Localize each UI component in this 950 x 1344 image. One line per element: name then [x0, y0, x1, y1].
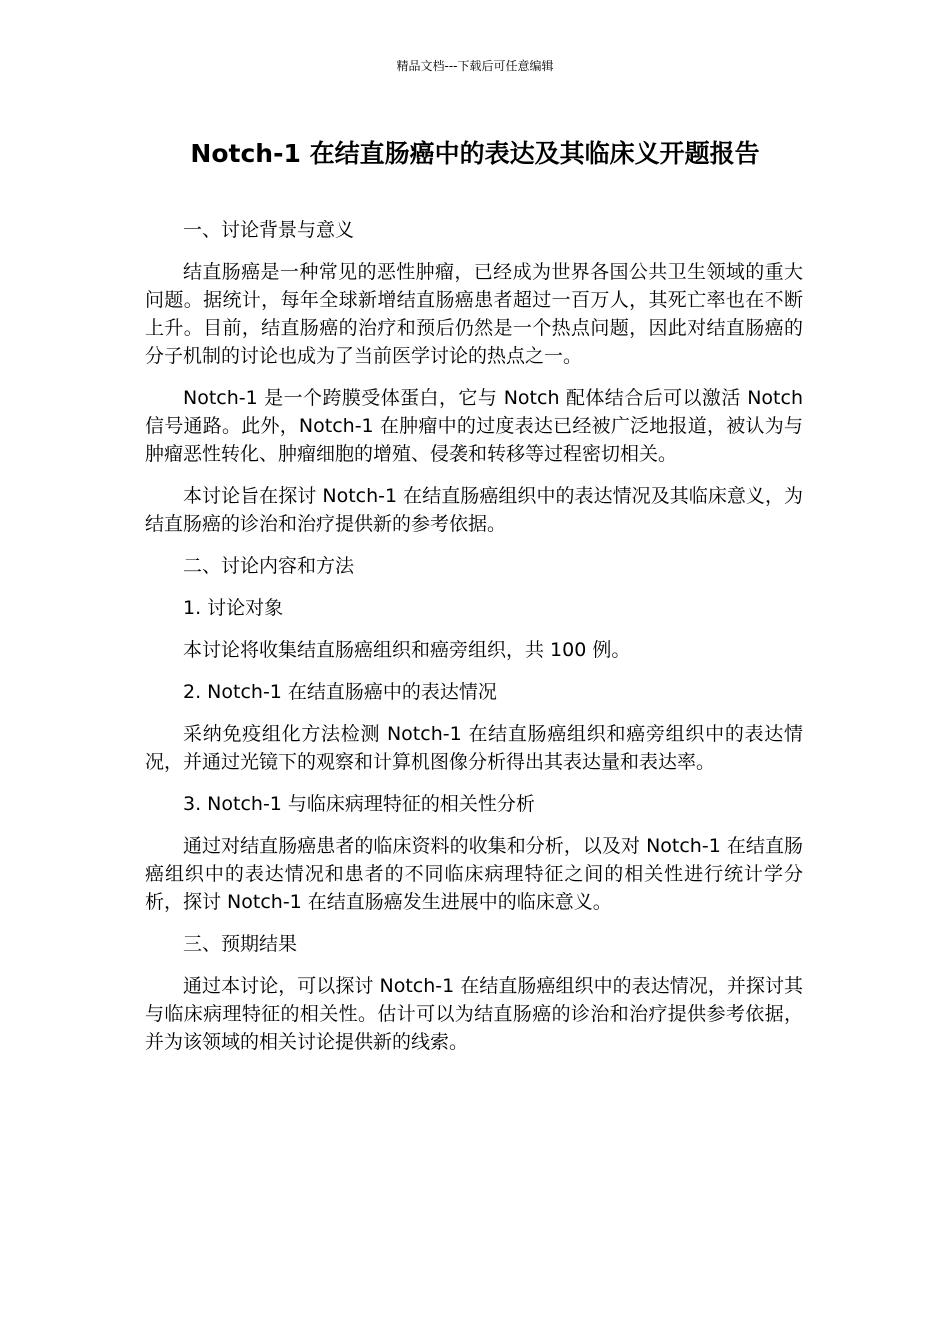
paragraph-results: 通过本讨论，可以探讨 Notch-1 在结直肠癌组织中的表达情况，并探讨其与临床病理特征的相关性。估计可以为结直肠癌的诊治和治疗提供参考依据，并为该领域的相关讨论提供新的线索。 — [145, 975, 803, 1053]
paragraph-expression: 采纳免疫组化方法检测 Notch-1 在结直肠癌组织和癌旁组织中的表达情况，并通过光镜下的观察和计算机图像分析得出其表达量和表达率。 — [145, 723, 803, 773]
section-heading-results: 三、预期结果 — [183, 933, 298, 955]
paragraph-background-3: 本讨论旨在探讨 Notch-1 在结直肠癌组织中的表达情况及其临床意义，为结直肠癌的诊治和治疗提供新的参考依据。 — [145, 485, 803, 535]
document-body — [145, 216, 803, 1070]
subheading-subjects: 1. 讨论对象 — [183, 597, 284, 619]
document-title: Notch-1 在结直肠癌中的表达及其临床义开题报告 — [190, 139, 760, 168]
paragraph-correlation: 通过对结直肠癌患者的临床资料的收集和分析，以及对 Notch-1 在结直肠癌组织中的表达情况和患者的不同临床病理特征之间的相关性进行统计学分析，探讨 Notch-1 在结直肠癌发生进展中的临床意义。 — [145, 835, 803, 913]
paragraph-background-1: 结直肠癌是一种常见的恶性肿瘤，已经成为世界各国公共卫生领域的重大问题。据统计，每年全球新增结直肠癌患者超过一百万人，其死亡率也在不断上升。目前，结直肠癌的治疗和预后仍然是一个热点问题，因此对结直肠癌的分子机制的讨论也成为了当前医学讨论的热点之一。 — [145, 261, 803, 367]
subheading-correlation: 3. Notch-1 与临床病理特征的相关性分析 — [183, 793, 535, 815]
page-header: 精品文档---下载后可任意编辑 — [396, 59, 554, 73]
paragraph-background-2: Notch-1 是一个跨膜受体蛋白，它与 Notch 配体结合后可以激活 Notch 信号通路。此外，Notch-1 在肿瘤中的过度表达已经被广泛地报道，被认为与肿瘤恶性转化、肿瘤细胞的增殖、侵袭和转移等过程密切相关。 — [145, 387, 803, 465]
section-heading-background: 一、讨论背景与意义 — [183, 219, 355, 241]
paragraph-subjects: 本讨论将收集结直肠癌组织和癌旁组织，共 100 例。 — [183, 639, 631, 661]
section-heading-methods: 二、讨论内容和方法 — [183, 555, 355, 577]
subheading-expression: 2. Notch-1 在结直肠癌中的表达情况 — [183, 681, 497, 703]
